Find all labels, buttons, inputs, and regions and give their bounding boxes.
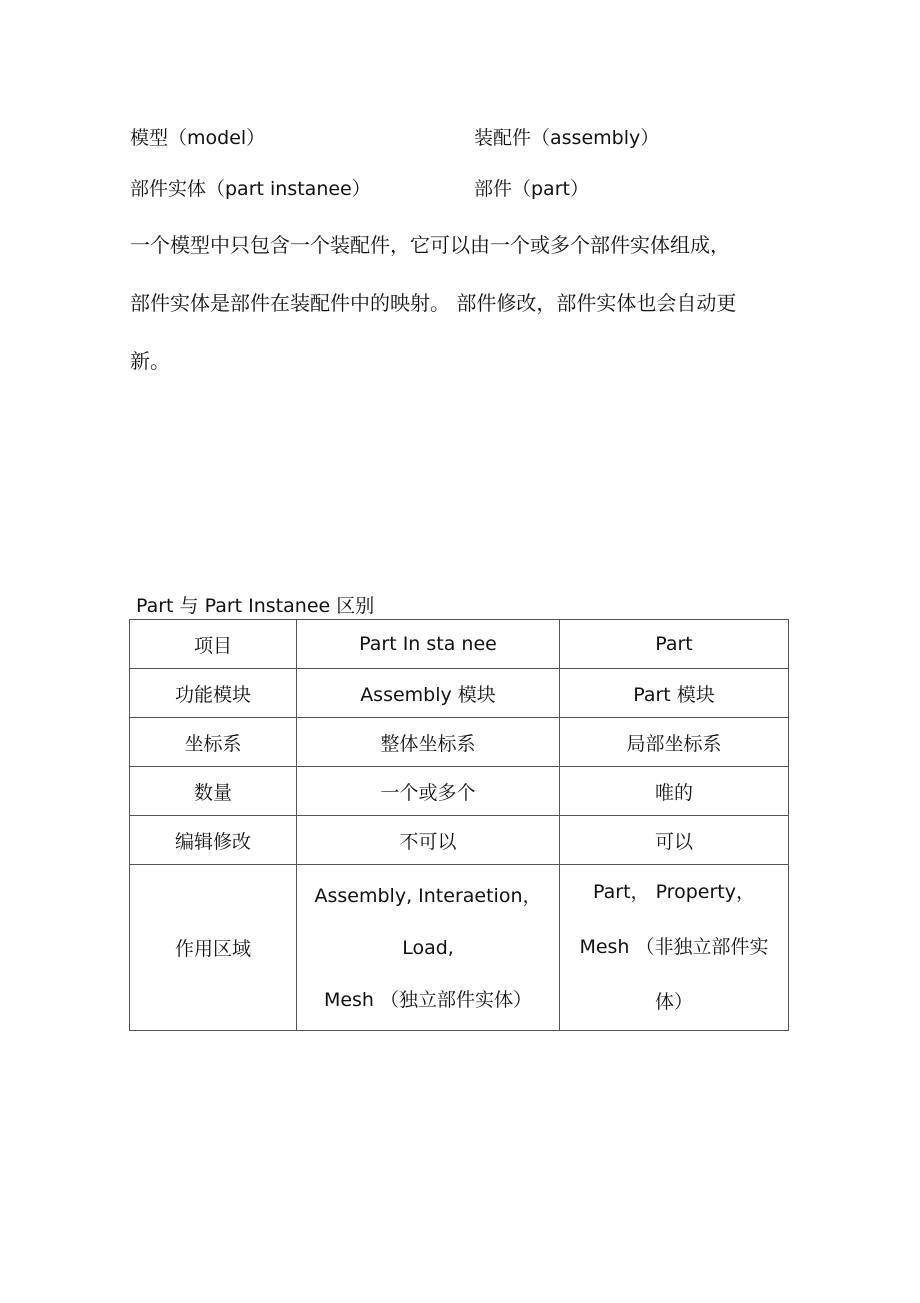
part-value: Part 模块 <box>560 669 789 718</box>
term-part-instance: 部件实体（part instanee） <box>130 178 371 200</box>
paragraph-line-3: 新。 <box>130 349 170 373</box>
instance-value: Assembly 模块 <box>297 669 560 718</box>
table-row <box>130 767 789 816</box>
part-scope-cell <box>560 865 789 1031</box>
instance-value: 整体坐标系 <box>297 718 560 767</box>
part-scope-line: Mesh （非独立部件实 <box>579 936 769 958</box>
table-caption: Part 与 Part Instanee 区别 <box>136 595 375 617</box>
part-scope-line: Part， Property， <box>593 881 755 903</box>
comparison-table <box>129 619 789 1031</box>
row-label: 坐标系 <box>130 718 297 767</box>
table-row <box>130 816 789 865</box>
instance-scope-cell <box>297 865 560 1031</box>
instance-value: 不可以 <box>297 816 560 865</box>
row-label: 数量 <box>130 767 297 816</box>
table-header-row <box>130 620 789 669</box>
term-part: 部件（part） <box>474 178 589 200</box>
row-label: 作用区域 <box>130 865 297 1031</box>
instance-scope-line: Load, <box>402 936 454 959</box>
part-value: 唯的 <box>560 767 789 816</box>
header-part: Part <box>560 620 789 669</box>
header-item: 项目 <box>130 620 297 669</box>
part-scope-line: 体） <box>654 991 693 1013</box>
instance-scope-line: Mesh （独立部件实体） <box>323 988 533 1011</box>
part-value: 可以 <box>560 816 789 865</box>
paragraph-line-2: 部件实体是部件在装配件中的映射。 部件修改，部件实体也会自动更 <box>130 291 737 315</box>
instance-scope-line: Assembly, Interaetion， <box>314 884 542 907</box>
header-part-instance: Part In sta nee <box>297 620 560 669</box>
instance-value: 一个或多个 <box>297 767 560 816</box>
row-label: 功能模块 <box>130 669 297 718</box>
table-row <box>130 718 789 767</box>
table-row-scope <box>130 865 789 1031</box>
term-model: 模型（model） <box>130 127 266 149</box>
paragraph-line-1: 一个模型中只包含一个装配件，它可以由一个或多个部件实体组成， <box>130 233 730 257</box>
table-row <box>130 669 789 718</box>
part-value: 局部坐标系 <box>560 718 789 767</box>
term-assembly: 装配件（assembly） <box>474 127 660 149</box>
row-label: 编辑修改 <box>130 816 297 865</box>
